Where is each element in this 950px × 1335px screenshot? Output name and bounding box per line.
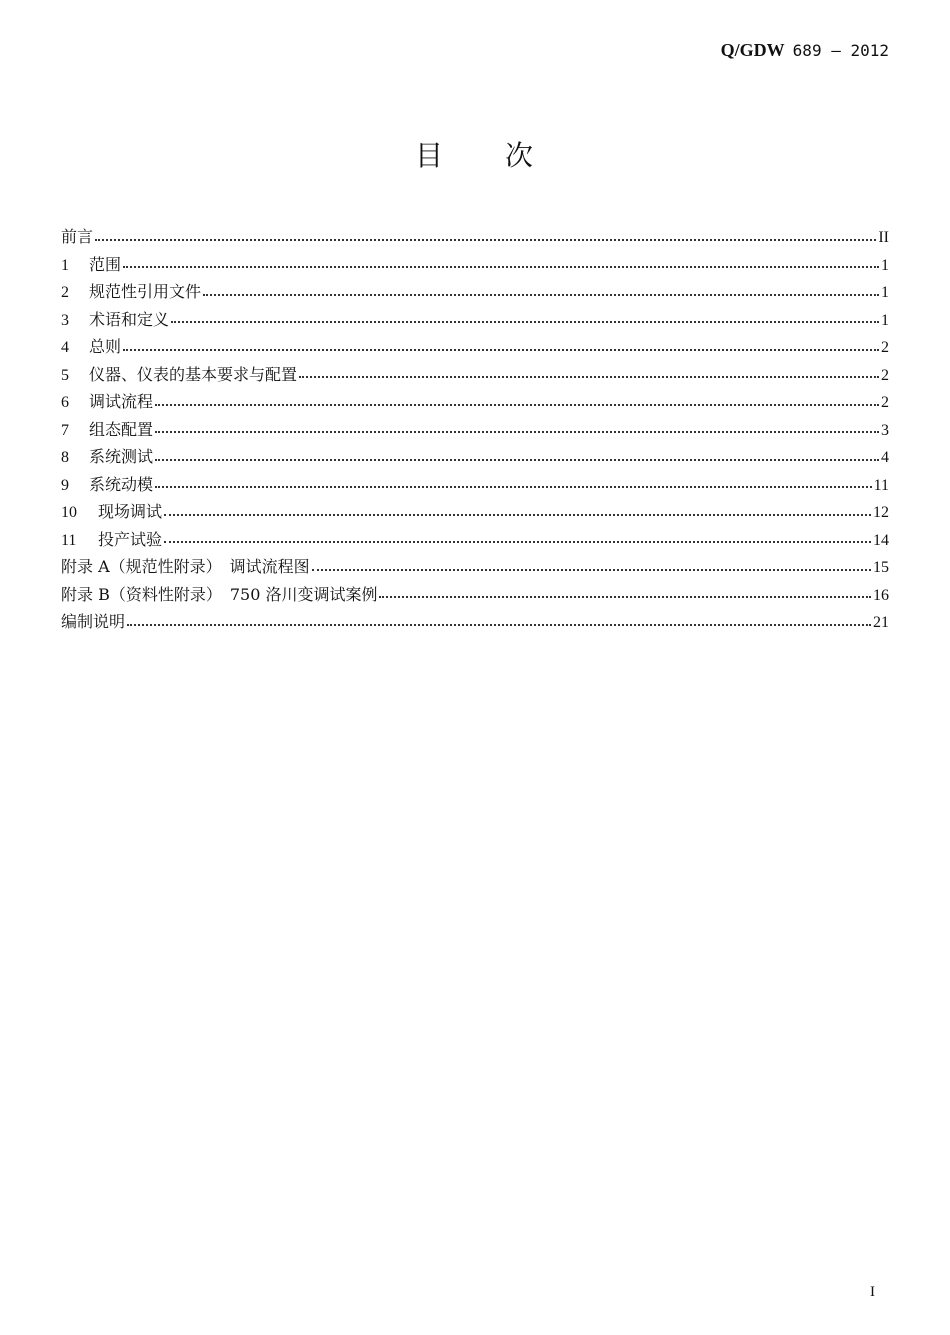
toc-entry-number: 2 (61, 284, 69, 301)
toc-leader-dots (312, 569, 871, 571)
toc-entry-page: 1 (881, 284, 889, 301)
toc-entry-label: 规范性引用文件 (89, 282, 202, 301)
toc-leader-dots (123, 266, 879, 268)
toc-leader-dots (164, 541, 871, 543)
toc-entry-label: 总则 (89, 337, 122, 356)
toc-entry-label: 编制说明 (61, 612, 126, 631)
toc-leader-dots (164, 514, 871, 516)
toc-entry-page: 11 (873, 476, 889, 494)
toc-entry-page: 16 (873, 586, 889, 604)
toc-entry-number: 5 (61, 366, 69, 384)
toc-entry-label: 附录 A（规范性附录） 调试流程图 (61, 557, 310, 576)
toc-entry-page: 15 (873, 559, 889, 576)
toc-entry-page: 14 (873, 531, 889, 549)
page-title: 目 次 (414, 139, 535, 172)
toc-leader-dots (171, 321, 879, 323)
toc-entry[interactable] (61, 472, 889, 500)
toc-entry-label: 仪器、仪表的基本要求与配置 (89, 364, 298, 384)
toc-entry-label: 术语和定义 (89, 309, 170, 329)
toc-entry[interactable] (61, 609, 889, 637)
toc-entry-label: 组态配置 (89, 419, 154, 439)
toc-entry[interactable] (61, 417, 889, 445)
toc-entry-label: 系统动模 (89, 474, 154, 494)
toc-entry-label: 附录 B（资料性附录） 750 洛川变调试案例 (61, 584, 378, 604)
toc-entry[interactable] (61, 389, 889, 417)
toc-entry-page: 1 (881, 256, 889, 274)
toc-entry-label: 投产试验 (98, 529, 163, 549)
toc-entry-label: 前言 (61, 227, 94, 246)
toc-entry-number: 11 (61, 531, 77, 549)
toc-entry[interactable] (61, 252, 889, 280)
toc-entry[interactable] (61, 499, 889, 527)
toc-entry-number: 8 (61, 449, 69, 466)
page-number: I (870, 1284, 875, 1300)
toc-entry[interactable] (61, 444, 889, 472)
standard-number: 689 — 2012 (792, 41, 889, 60)
toc-entry[interactable] (61, 307, 889, 335)
toc-entry-page: 2 (881, 394, 889, 411)
toc-entry-number: 6 (61, 394, 69, 411)
toc-entry[interactable] (61, 224, 889, 252)
toc-leader-dots (155, 486, 872, 488)
toc-entry-page: 4 (881, 449, 889, 466)
toc-entry[interactable] (61, 554, 889, 582)
toc-entry-label: 现场调试 (98, 502, 163, 521)
table-of-contents (61, 224, 889, 637)
toc-entry[interactable] (61, 362, 889, 390)
toc-entry-page: 2 (881, 339, 889, 356)
toc-entry-number: 3 (61, 311, 69, 329)
toc-entry-number: 9 (61, 476, 69, 494)
toc-entry[interactable] (61, 582, 889, 610)
standard-code: Q/GDW (720, 40, 785, 60)
toc-leader-dots (299, 376, 879, 378)
toc-entry-number: 4 (61, 339, 69, 356)
toc-leader-dots (155, 431, 879, 433)
toc-entry-label: 系统测试 (89, 447, 154, 466)
toc-leader-dots (379, 596, 871, 598)
toc-leader-dots (123, 349, 879, 351)
toc-leader-dots (203, 294, 879, 296)
toc-leader-dots (127, 624, 871, 626)
toc-entry-page: 21 (873, 614, 889, 631)
toc-entry[interactable] (61, 334, 889, 362)
document-header (721, 40, 889, 61)
toc-leader-dots (95, 239, 876, 241)
toc-entry-label: 范围 (89, 254, 122, 274)
toc-entry-number: 7 (61, 421, 69, 439)
toc-entry-page: 12 (873, 504, 889, 521)
toc-entry-page: 1 (881, 311, 889, 329)
toc-entry-page: 2 (881, 366, 889, 384)
toc-entry-number: 10 (61, 504, 77, 521)
toc-leader-dots (155, 459, 879, 461)
toc-entry-page: 3 (881, 421, 889, 439)
toc-entry-page: II (878, 229, 889, 246)
toc-entry-number: 1 (61, 256, 69, 274)
toc-leader-dots (155, 404, 879, 406)
toc-entry-label: 调试流程 (89, 392, 154, 411)
toc-entry[interactable] (61, 279, 889, 307)
toc-entry[interactable] (61, 527, 889, 555)
